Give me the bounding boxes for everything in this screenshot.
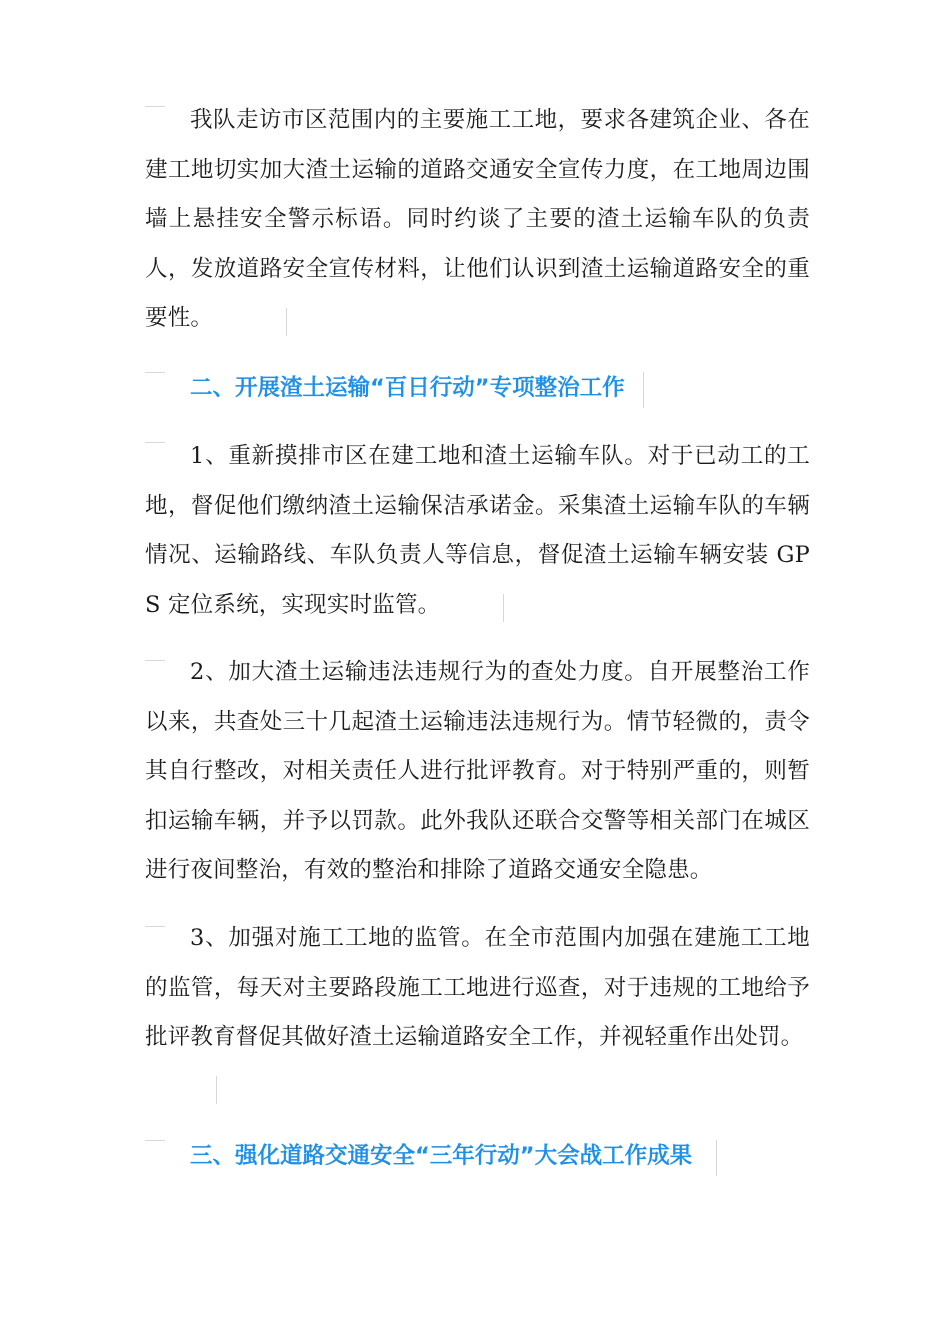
body-paragraph: 我队走访市区范围内的主要施工工地，要求各建筑企业、各在建工地切实加大渣土运输的道路交通安全宣传力度，在工地周边围墙上悬挂安全警示标语。同时约谈了主要的渣土运输车队的负责人，发放道路安全宣传材料，让他们认识到渣土运输道路安全的重要性。 [145, 107, 810, 331]
heading-block [145, 1136, 810, 1176]
paragraph-block [145, 432, 810, 630]
paragraph-block [145, 648, 810, 896]
heading-block [145, 368, 810, 408]
section-heading: 二、开展渣土运输“百日行动”专项整治工作 [190, 375, 625, 401]
paragraph-block [145, 96, 810, 344]
body-paragraph: 3、加强对施工工地的监管。在全市范围内加强在建施工工地的监管，每天对主要路段施工工地进行巡查，对于违规的工地给予批评教育督促其做好渣土运输道路安全工作，并视轻重作出处罚。 [145, 925, 810, 1050]
paragraph-block [145, 914, 810, 1063]
section-heading: 三、强化道路交通安全“三年行动”大会战工作成果 [190, 1143, 693, 1169]
body-paragraph: 1、重新摸排市区在建工地和渣土运输车队。对于已动工的工地，督促他们缴纳渣土运输保洁承诺金。采集渣土运输车队的车辆情况、运输路线、车队负责人等信息，督促渣土运输车辆安装 GPS 定位系统，实现实时监管。 [145, 443, 810, 618]
frame-mark [216, 1076, 217, 1104]
body-paragraph: 2、加大渣土运输违法违规行为的查处力度。自开展整治工作以来，共查处三十几起渣土运输违法违规行为。情节轻微的，责令其自行整改，对相关责任人进行批评教育。对于特别严重的，则暂扣运输车辆，并予以罚款。此外我队还联合交警等相关部门在城区进行夜间整治，有效的整治和排除了道路交通安全隐患。 [145, 659, 810, 883]
